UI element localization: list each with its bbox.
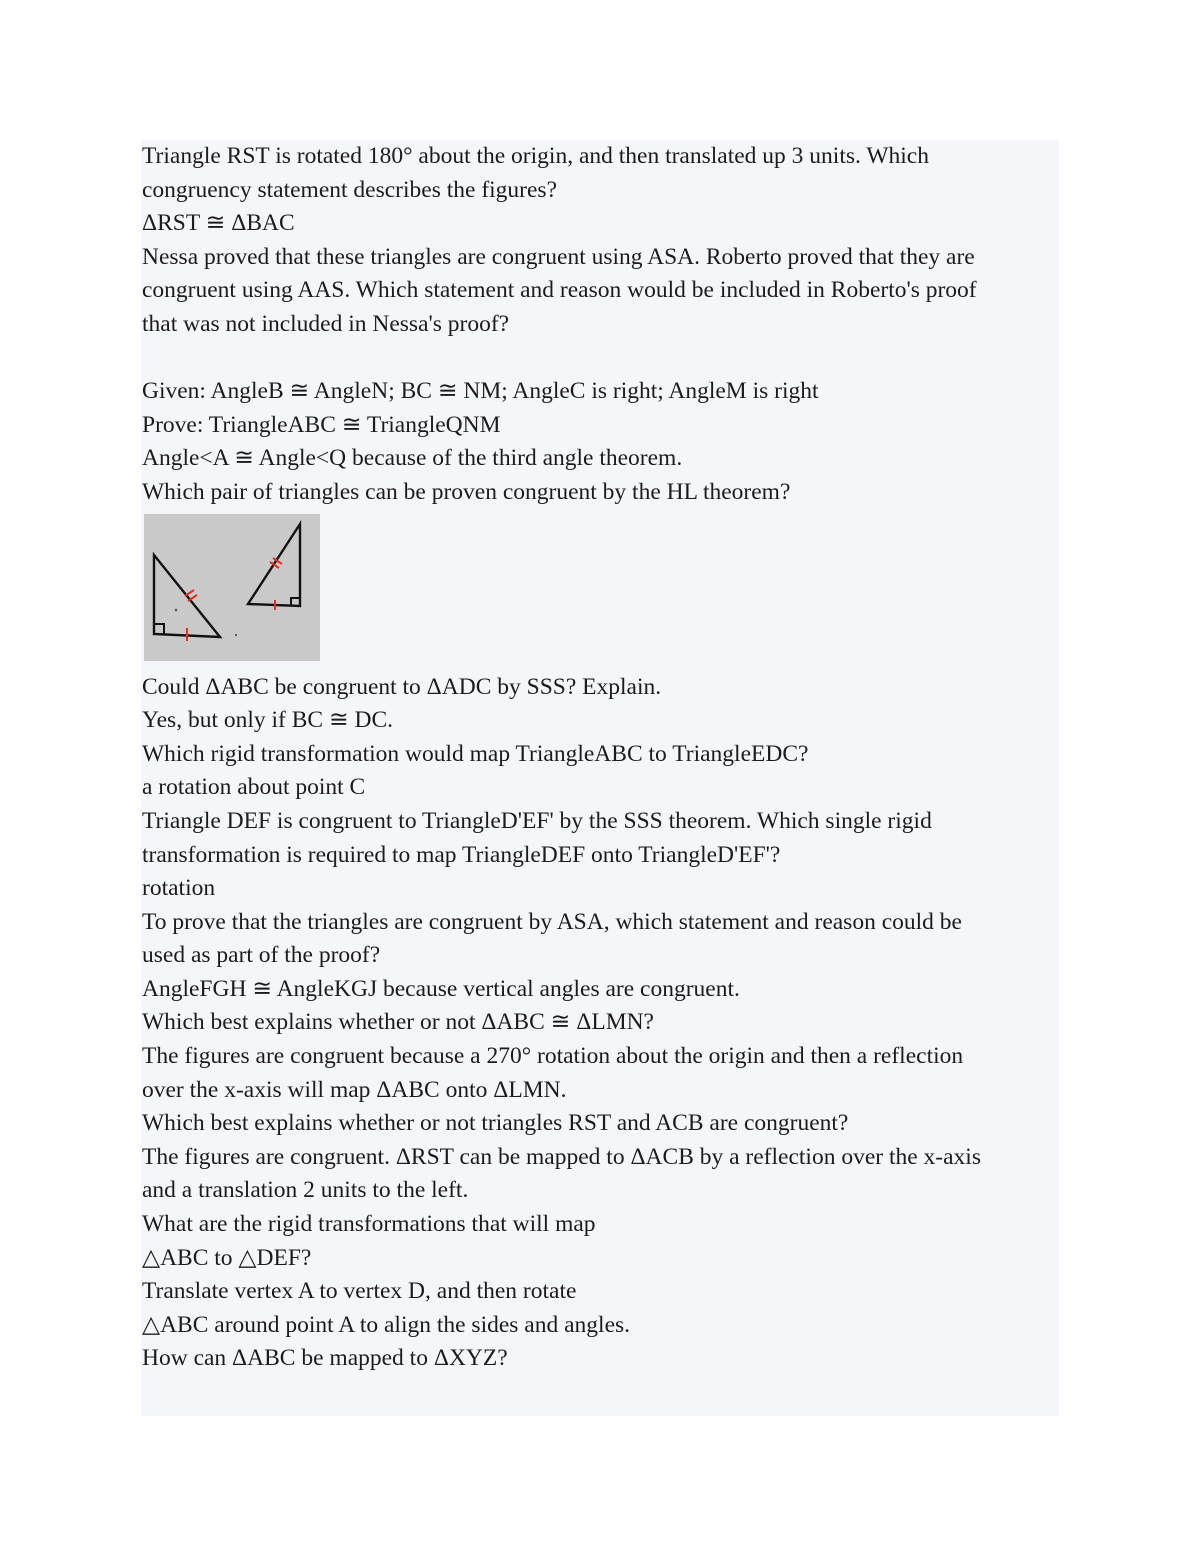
text-line: Nessa proved that these triangles are congruent using ASA. Roberto proved that they are bbox=[142, 243, 975, 270]
text-line: rotation bbox=[142, 875, 216, 902]
hl-triangles-figure bbox=[144, 514, 320, 661]
text-line: What are the rigid transformations that will map bbox=[142, 1211, 596, 1238]
text-line: Which pair of triangles can be proven congruent by the HL theorem? bbox=[142, 478, 791, 505]
text-line: used as part of the proof? bbox=[142, 942, 381, 969]
question-block-3 bbox=[142, 671, 1058, 1376]
question-block-2 bbox=[142, 375, 1058, 509]
text-line: Which rigid transformation would map TriangleABC to TriangleEDC? bbox=[142, 740, 809, 767]
document-content bbox=[142, 140, 1058, 1376]
figure-background bbox=[144, 514, 320, 661]
text-line: △ABC to △DEF? bbox=[142, 1244, 312, 1271]
text-line: Yes, but only if BC ≅ DC. bbox=[142, 707, 394, 734]
text-line: Translate vertex A to vertex D, and then rotate bbox=[142, 1278, 577, 1305]
right-dot bbox=[235, 633, 237, 635]
text-line: Which best explains whether or not ΔABC ≅ ΔLMN? bbox=[142, 1009, 654, 1036]
left-dot bbox=[175, 608, 178, 611]
text-line: Prove: TriangleABC ≅ TriangleQNM bbox=[142, 411, 501, 438]
text-line: The figures are congruent. ΔRST can be mapped to ΔACB by a reflection over the x-axis bbox=[142, 1143, 981, 1170]
text-line: over the x-axis will map ΔABC onto ΔLMN. bbox=[142, 1076, 567, 1103]
hl-triangles-icon bbox=[144, 514, 320, 661]
text-line: Angle<A ≅ Angle<Q because of the third angle theorem. bbox=[142, 445, 683, 472]
text-line: that was not included in Nessa's proof? bbox=[142, 310, 510, 337]
blank-line bbox=[142, 342, 1058, 376]
text-line: AngleFGH ≅ AngleKGJ because vertical angles are congruent. bbox=[142, 975, 740, 1002]
text-line: Could ΔABC be congruent to ΔADC by SSS? Explain. bbox=[142, 673, 662, 700]
text-line: How can ΔABC be mapped to ΔXYZ? bbox=[142, 1345, 508, 1372]
text-line: The figures are congruent because a 270° rotation about the origin and then a reflection bbox=[142, 1043, 964, 1070]
text-line: To prove that the triangles are congruent by ASA, which statement and reason could be bbox=[142, 908, 962, 935]
text-line: congruency statement describes the figures? bbox=[142, 176, 558, 203]
text-line: △ABC around point A to align the sides and angles. bbox=[142, 1311, 631, 1338]
text-line: a rotation about point C bbox=[142, 774, 366, 801]
text-line: and a translation 2 units to the left. bbox=[142, 1177, 469, 1204]
text-line: Triangle DEF is congruent to TriangleD'EF' by the SSS theorem. Which single rigid bbox=[142, 807, 932, 834]
text-line: congruent using AAS. Which statement and reason would be included in Roberto's proof bbox=[142, 277, 977, 304]
text-line: Given: AngleB ≅ AngleN; BC ≅ NM; AngleC is right; AngleM is right bbox=[142, 378, 819, 405]
question-block-1 bbox=[142, 140, 1058, 342]
text-line: ΔRST ≅ ΔBAC bbox=[142, 210, 295, 237]
text-line: Triangle RST is rotated 180° about the origin, and then translated up 3 units. Which bbox=[142, 143, 929, 169]
text-line: transformation is required to map TriangleDEF onto TriangleD'EF'? bbox=[142, 841, 781, 868]
text-line: Which best explains whether or not triangles RST and ACB are congruent? bbox=[142, 1110, 849, 1137]
